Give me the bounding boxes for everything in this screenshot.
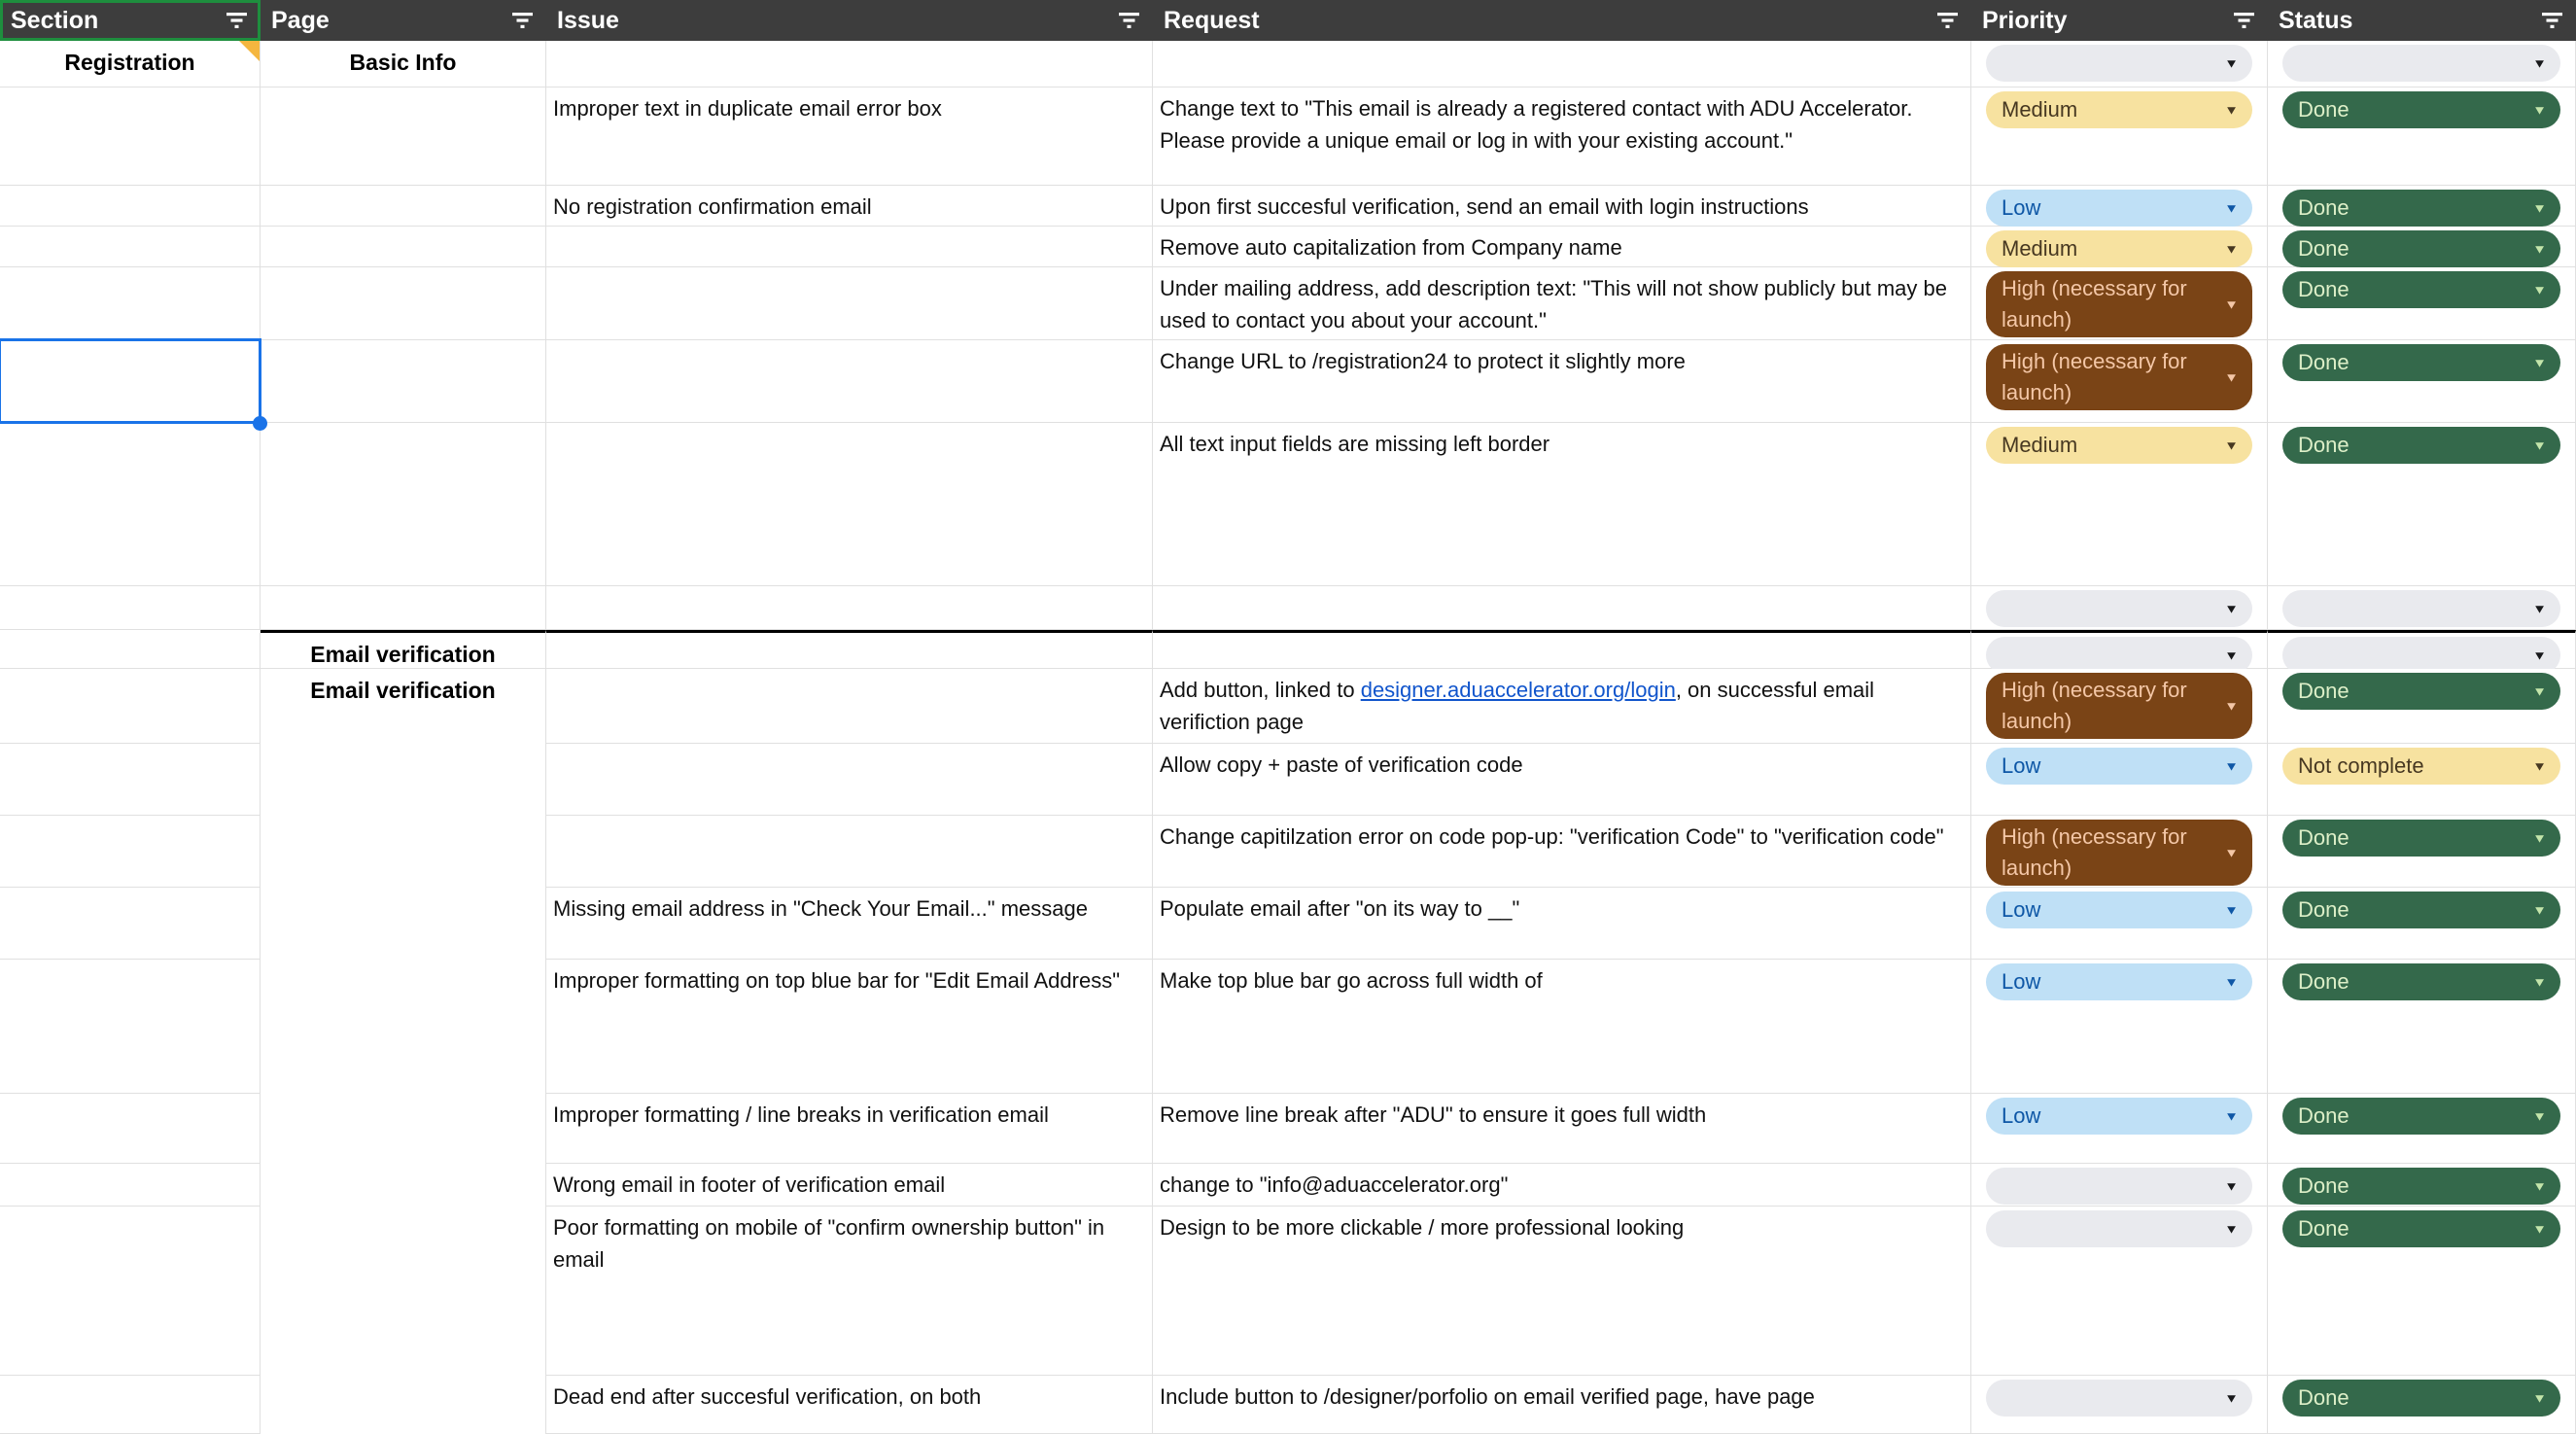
dropdown-caret-icon: ▼ [2532,355,2547,370]
header-cell-page[interactable] [261,0,546,41]
cell-page[interactable] [261,744,546,816]
cell-page[interactable] [261,1094,546,1164]
cell-issue[interactable] [546,960,1153,1094]
status-chip-label: Done [2298,195,2350,220]
status-chip-label: Not complete [2298,753,2424,778]
cell-status[interactable] [2268,960,2576,1094]
cell-request[interactable] [1153,744,1971,816]
request-text: , on successful email verifiction page [1160,678,1875,734]
filter-icon[interactable] [2233,12,2256,29]
request-value: Upon first succesful verification, send an email with login instructions [1160,194,1809,219]
dropdown-caret-icon: ▼ [2224,297,2239,312]
status-chip-label: Done [2298,277,2350,301]
dropdown-caret-icon: ▼ [2532,758,2547,774]
status-chip-label: Done [2298,679,2350,703]
issue-value [546,423,1152,428]
dropdown-caret-icon: ▼ [2532,601,2547,616]
column-header-label: Request [1164,6,1260,34]
cell-issue[interactable] [546,1207,1153,1376]
cell-request[interactable] [1153,630,1971,669]
priority-chip[interactable] [1986,1210,2252,1247]
cell-status[interactable] [2268,816,2576,888]
status-chip[interactable] [2282,91,2560,128]
status-chip-label: Done [2298,1385,2350,1410]
request-value: Make top blue bar go across full width of [1160,968,1543,993]
cell-status[interactable] [2268,586,2576,630]
cell-section[interactable] [0,816,261,888]
cell-request[interactable] [1153,227,1971,267]
cell-page[interactable] [261,1164,546,1207]
request-value: Include button to /designer/porfolio on email verified page, have page [1160,1384,1815,1409]
request-value: Remove line break after "ADU" to ensure it goes full width [1160,1102,1707,1127]
request-value: Change capitilzation error on code pop-up: "verification Code" to "verification code" [1160,824,1944,849]
column-header-label: Issue [557,6,619,34]
filter-icon[interactable] [1936,12,1960,29]
cell-priority[interactable] [1971,41,2268,87]
cell-issue[interactable] [546,1164,1153,1207]
table-row [0,1094,2576,1164]
cell-status[interactable] [2268,669,2576,744]
dropdown-caret-icon: ▼ [2224,1390,2239,1406]
priority-chip[interactable] [1986,820,2252,886]
priority-chip-label: Low [2002,897,2041,922]
priority-chip-label: High (necessary for launch) [2002,276,2187,332]
cell-section[interactable] [0,960,261,1094]
cell-request[interactable] [1153,186,1971,227]
priority-chip[interactable] [1986,344,2252,410]
request-value: Allow copy + paste of verification code [1160,752,1523,777]
priority-chip[interactable] [1986,892,2252,928]
cell-issue[interactable] [546,423,1153,586]
status-chip[interactable] [2282,427,2560,464]
dropdown-caret-icon: ▼ [2532,647,2547,663]
priority-chip[interactable] [1986,230,2252,267]
dropdown-caret-icon: ▼ [2532,1108,2547,1124]
column-header-label: Page [271,6,330,34]
cell-priority[interactable] [1971,816,2268,888]
cell-priority[interactable] [1971,1207,2268,1376]
cell-section[interactable] [0,1376,261,1434]
cell-issue[interactable] [546,41,1153,87]
status-chip-label: Done [2298,969,2350,994]
cell-request[interactable] [1153,1094,1971,1164]
status-chip-label: Done [2298,897,2350,922]
table-row [0,227,2576,267]
cell-status[interactable] [2268,423,2576,586]
status-chip[interactable] [2282,590,2560,627]
table-row [0,340,2576,423]
table-row [0,41,2576,87]
cell-request[interactable] [1153,669,1971,744]
header-cell-priority[interactable] [1971,0,2268,41]
cell-page[interactable] [261,267,546,340]
priority-chip[interactable] [1986,271,2252,337]
status-chip[interactable] [2282,1380,2560,1417]
cell-page[interactable] [261,186,546,227]
cell-status[interactable] [2268,1376,2576,1434]
cell-request[interactable] [1153,87,1971,186]
request-link[interactable]: designer.aduaccelerator.org/login [1360,678,1676,702]
status-chip[interactable] [2282,45,2560,82]
request-text: Add button, linked to [1160,678,1361,702]
cell-priority[interactable] [1971,669,2268,744]
cell-status[interactable] [2268,744,2576,816]
cell-request[interactable] [1153,586,1971,630]
cell-section[interactable] [0,586,261,630]
cell-issue[interactable] [546,1094,1153,1164]
status-chip-label: Done [2298,1173,2350,1198]
cell-page[interactable] [261,87,546,186]
cell-priority[interactable] [1971,267,2268,340]
status-chip-label: Done [2298,350,2350,374]
dropdown-caret-icon: ▼ [2532,1390,2547,1406]
dropdown-caret-icon: ▼ [2224,200,2239,216]
cell-priority[interactable] [1971,1164,2268,1207]
dropdown-caret-icon: ▼ [2532,55,2547,71]
cell-request[interactable] [1153,1164,1971,1207]
status-chip[interactable] [2282,1168,2560,1205]
selected-cell[interactable] [0,340,261,423]
table-row [0,669,2576,744]
status-chip[interactable] [2282,1210,2560,1247]
cell-page[interactable] [261,423,546,586]
issue-value: No registration confirmation email [553,194,872,219]
cell-priority[interactable] [1971,630,2268,669]
priority-chip-label: High (necessary for launch) [2002,824,2187,880]
dropdown-caret-icon: ▼ [2224,845,2239,860]
cell-priority[interactable] [1971,960,2268,1094]
priority-chip-label: High (necessary for launch) [2002,349,2187,404]
cell-priority[interactable] [1971,340,2268,423]
issue-value: Improper text in duplicate email error box [553,96,942,121]
issue-value [546,340,1152,345]
cell-page[interactable] [261,1207,546,1376]
cell-priority[interactable] [1971,1376,2268,1434]
status-chip[interactable] [2282,230,2560,267]
dropdown-caret-icon: ▼ [2532,974,2547,990]
issue-value: Wrong email in footer of verification email [553,1172,946,1197]
request-value: Design to be more clickable / more professional looking [1160,1215,1685,1240]
status-chip-label: Done [2298,825,2350,850]
status-chip-label: Done [2298,1103,2350,1128]
cell-status[interactable] [2268,267,2576,340]
priority-chip[interactable] [1986,45,2252,82]
dropdown-caret-icon: ▼ [2532,200,2547,216]
cell-page[interactable] [261,227,546,267]
request-value: Change text to "This email is already a registered contact with ADU Accelerator. Please provide a unique email or log in with your existing account." [1160,96,1913,153]
priority-chip[interactable] [1986,748,2252,785]
dropdown-caret-icon: ▼ [2532,437,2547,453]
issue-value [546,816,1152,821]
cell-request[interactable] [1153,888,1971,960]
cell-section[interactable] [0,669,261,744]
cell-request[interactable] [1153,1207,1971,1376]
page-value: Email verification [310,642,496,667]
cell-issue[interactable] [546,1376,1153,1434]
cell-request[interactable] [1153,267,1971,340]
fill-handle[interactable] [253,416,267,431]
cell-issue[interactable] [546,87,1153,186]
dropdown-caret-icon: ▼ [2224,758,2239,774]
dropdown-caret-icon: ▼ [2532,830,2547,846]
status-chip[interactable] [2282,344,2560,381]
cell-issue[interactable] [546,669,1153,744]
dropdown-caret-icon: ▼ [2532,683,2547,699]
priority-chip-label: Low [2002,1103,2041,1128]
cell-priority[interactable] [1971,744,2268,816]
request-value: Populate email after "on its way to __" [1160,896,1520,921]
cell-priority[interactable] [1971,423,2268,586]
table-row [0,87,2576,186]
cell-priority[interactable] [1971,227,2268,267]
issue-value [546,267,1152,272]
dropdown-caret-icon: ▼ [2224,369,2239,385]
dropdown-caret-icon: ▼ [2532,1178,2547,1194]
cell-issue[interactable] [546,744,1153,816]
request-value: Change URL to /registration24 to protect it slightly more [1160,349,1686,373]
column-header-label: Section [11,6,99,34]
cell-page[interactable] [261,888,546,960]
table-row [0,744,2576,816]
priority-chip[interactable] [1986,1380,2252,1417]
issue-value: Poor formatting on mobile of "confirm ownership button" in email [553,1215,1105,1272]
table-row [0,960,2576,1094]
status-chip-label: Done [2298,433,2350,457]
table-row [0,630,2576,669]
filter-icon[interactable] [511,12,535,29]
request-value: All text input fields are missing left border [1160,432,1550,456]
dropdown-caret-icon: ▼ [2224,241,2239,257]
request-value: Under mailing address, add description text: "This will not show publicly but may be used to contact you about your account." [1160,276,1947,332]
cell-status[interactable] [2268,1094,2576,1164]
header-row [0,0,2576,41]
priority-chip-label: Low [2002,969,2041,994]
request-value: Remove auto capitalization from Company name [1160,235,1622,260]
cell-priority[interactable] [1971,87,2268,186]
cell-priority[interactable] [1971,186,2268,227]
priority-chip-label: Medium [2002,236,2078,261]
table-row [0,1376,2576,1434]
priority-chip[interactable] [1986,427,2252,464]
cell-page[interactable] [261,340,546,423]
column-header-label: Priority [1982,6,2068,34]
status-chip[interactable] [2282,963,2560,1000]
table-row [0,186,2576,227]
table-row [0,1207,2576,1376]
issue-value: Dead end after succesful verification, on both [553,1384,982,1409]
cell-section[interactable] [0,1164,261,1207]
cell-issue[interactable] [546,630,1153,669]
priority-chip-label: Low [2002,195,2041,220]
priority-chip[interactable] [1986,1098,2252,1135]
cell-page[interactable] [261,586,546,630]
cell-section[interactable] [0,744,261,816]
status-chip[interactable] [2282,271,2560,308]
cell-issue[interactable] [546,186,1153,227]
cell-section[interactable] [0,227,261,267]
cell-status[interactable] [2268,41,2576,87]
status-chip[interactable] [2282,820,2560,857]
selected-cell-border [0,338,261,424]
dropdown-caret-icon: ▼ [2224,437,2239,453]
table-row [0,423,2576,586]
cell-request[interactable] [1153,1376,1971,1434]
cell-priority[interactable] [1971,586,2268,630]
page-value: Email verification [310,678,496,703]
cell-section[interactable] [0,186,261,227]
table-row [0,888,2576,960]
cell-priority[interactable] [1971,1094,2268,1164]
page-value: Basic Info [349,50,457,75]
cell-section[interactable] [0,1207,261,1376]
cell-page[interactable] [261,41,546,87]
issue-value: Improper formatting / line breaks in verification email [553,1102,1049,1127]
dropdown-caret-icon: ▼ [2532,282,2547,297]
dropdown-caret-icon: ▼ [2224,902,2239,918]
cell-page[interactable] [261,630,546,669]
priority-chip-label: Low [2002,753,2041,778]
status-chip-label: Done [2298,1216,2350,1241]
dropdown-caret-icon: ▼ [2224,55,2239,71]
cell-page[interactable] [261,816,546,888]
priority-chip-label: High (necessary for launch) [2002,678,2187,733]
column-header-label: Status [2279,6,2353,34]
cell-status[interactable] [2268,340,2576,423]
table-row [0,1164,2576,1207]
note-indicator-icon [239,41,260,61]
status-chip[interactable] [2282,673,2560,710]
cell-issue[interactable] [546,816,1153,888]
priority-chip[interactable] [1986,590,2252,627]
status-chip[interactable] [2282,1098,2560,1135]
priority-chip[interactable] [1986,1168,2252,1205]
section-value: Registration [64,50,195,75]
dropdown-caret-icon: ▼ [2224,698,2239,714]
request-value [1153,669,1970,738]
cell-section[interactable] [0,41,261,87]
dropdown-caret-icon: ▼ [2532,102,2547,118]
dropdown-caret-icon: ▼ [2224,974,2239,990]
table-row [0,586,2576,630]
header-cell-request[interactable] [1153,0,1971,41]
status-chip[interactable] [2282,892,2560,928]
issue-value [546,227,1152,231]
cell-section[interactable] [0,267,261,340]
priority-chip[interactable] [1986,190,2252,227]
request-value: change to "info@aduaccelerator.org" [1160,1172,1509,1197]
cell-page[interactable] [261,1376,546,1434]
dropdown-caret-icon: ▼ [2532,902,2547,918]
header-cell-issue[interactable] [546,0,1153,41]
cell-status[interactable] [2268,1164,2576,1207]
cell-request[interactable] [1153,423,1971,586]
issue-value [546,41,1152,46]
dropdown-caret-icon: ▼ [2224,1178,2239,1194]
dropdown-caret-icon: ▼ [2224,601,2239,616]
header-cell-status[interactable] [2268,0,2576,41]
cell-issue[interactable] [546,586,1153,630]
cell-section[interactable] [0,1094,261,1164]
issue-value: Improper formatting on top blue bar for "Edit Email Address" [553,968,1121,993]
status-chip[interactable] [2282,190,2560,227]
filter-icon[interactable] [2541,12,2564,29]
cell-status[interactable] [2268,630,2576,669]
cell-issue[interactable] [546,340,1153,423]
status-chip-label: Done [2298,236,2350,261]
priority-chip[interactable] [1986,963,2252,1000]
cell-status[interactable] [2268,186,2576,227]
cell-section[interactable] [0,888,261,960]
cell-page[interactable] [261,960,546,1094]
filter-icon[interactable] [226,12,249,29]
status-chip-label: Done [2298,97,2350,122]
issue-value [546,744,1152,749]
header-cell-section[interactable] [0,0,261,41]
dropdown-caret-icon: ▼ [2532,1221,2547,1237]
cell-issue[interactable] [546,267,1153,340]
priority-chip-label: Medium [2002,97,2078,122]
cell-request[interactable] [1153,340,1971,423]
table-row [0,267,2576,340]
cell-request[interactable] [1153,960,1971,1094]
status-chip[interactable] [2282,748,2560,785]
dropdown-caret-icon: ▼ [2224,1108,2239,1124]
dropdown-caret-icon: ▼ [2224,1221,2239,1237]
priority-chip[interactable] [1986,673,2252,739]
issue-value: Missing email address in "Check Your Email..." message [553,896,1088,921]
cell-issue[interactable] [546,227,1153,267]
cell-section[interactable] [0,630,261,669]
dropdown-caret-icon: ▼ [2224,102,2239,118]
cell-status[interactable] [2268,888,2576,960]
cell-status[interactable] [2268,227,2576,267]
cell-request[interactable] [1153,816,1971,888]
dropdown-caret-icon: ▼ [2224,647,2239,663]
request-value [1153,41,1970,46]
cell-priority[interactable] [1971,888,2268,960]
table-row [0,816,2576,888]
cell-issue[interactable] [546,888,1153,960]
cell-status[interactable] [2268,87,2576,186]
cell-status[interactable] [2268,1207,2576,1376]
filter-icon[interactable] [1118,12,1141,29]
cell-request[interactable] [1153,41,1971,87]
cell-section[interactable] [0,423,261,586]
dropdown-caret-icon: ▼ [2532,241,2547,257]
priority-chip[interactable] [1986,91,2252,128]
cell-page[interactable] [261,669,546,744]
priority-chip-label: Medium [2002,433,2078,457]
cell-section[interactable] [0,87,261,186]
